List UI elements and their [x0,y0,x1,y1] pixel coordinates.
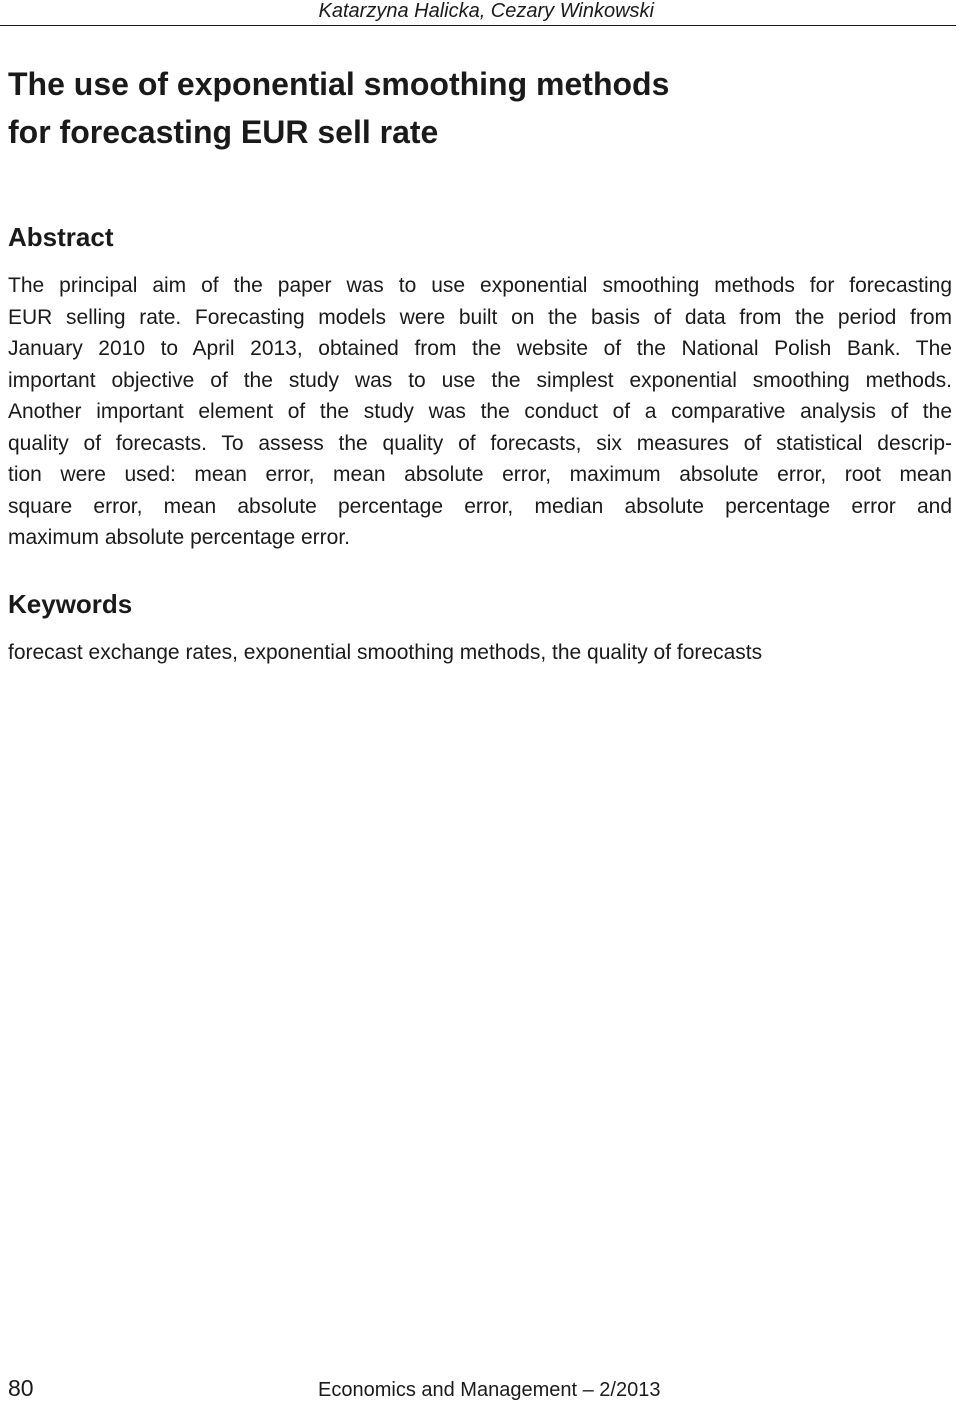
abstract-line: square error, mean absolute percentage error, median absolute percentage error and [8,494,952,518]
journal-footer: Economics and Management – 2/2013 [318,1379,661,1401]
abstract-line: EUR selling rate. Forecasting models were built on the basis of data from the period from [8,305,952,329]
abstract-heading: Abstract [8,222,114,252]
abstract-body [8,270,952,554]
abstract-line: Another important element of the study was the conduct of a comparative analysis of the [8,400,952,423]
abstract-line: quality of forecasts. To assess the quality of forecasts, six measures of statistical descrip- [8,431,952,455]
abstract-line: tion were used: mean error, mean absolute error, maximum absolute error, root mean [8,463,952,486]
abstract-line: important objective of the study was to use the simplest exponential smoothing methods. [8,368,952,392]
keywords-heading: Keywords [8,589,133,619]
abstract-line: maximum absolute percentage error. [8,526,350,549]
paper-title-line: The use of exponential smoothing methods [8,66,670,102]
abstract-line: The principal aim of the paper was to use exponential smoothing methods for forecasting [8,274,952,297]
keywords-text: forecast exchange rates, exponential smoothing methods, the quality of forecasts [8,641,763,664]
paper-title-line: for forecasting EUR sell rate [8,114,439,150]
page-number: 80 [8,1375,34,1401]
abstract-line: January 2010 to April 2013, obtained from the website of the National Polish Bank. The [8,337,952,360]
paper-title [8,60,948,156]
header-rule [0,25,956,26]
running-header-authors: Katarzyna Halicka, Cezary Winkowski [318,0,654,22]
